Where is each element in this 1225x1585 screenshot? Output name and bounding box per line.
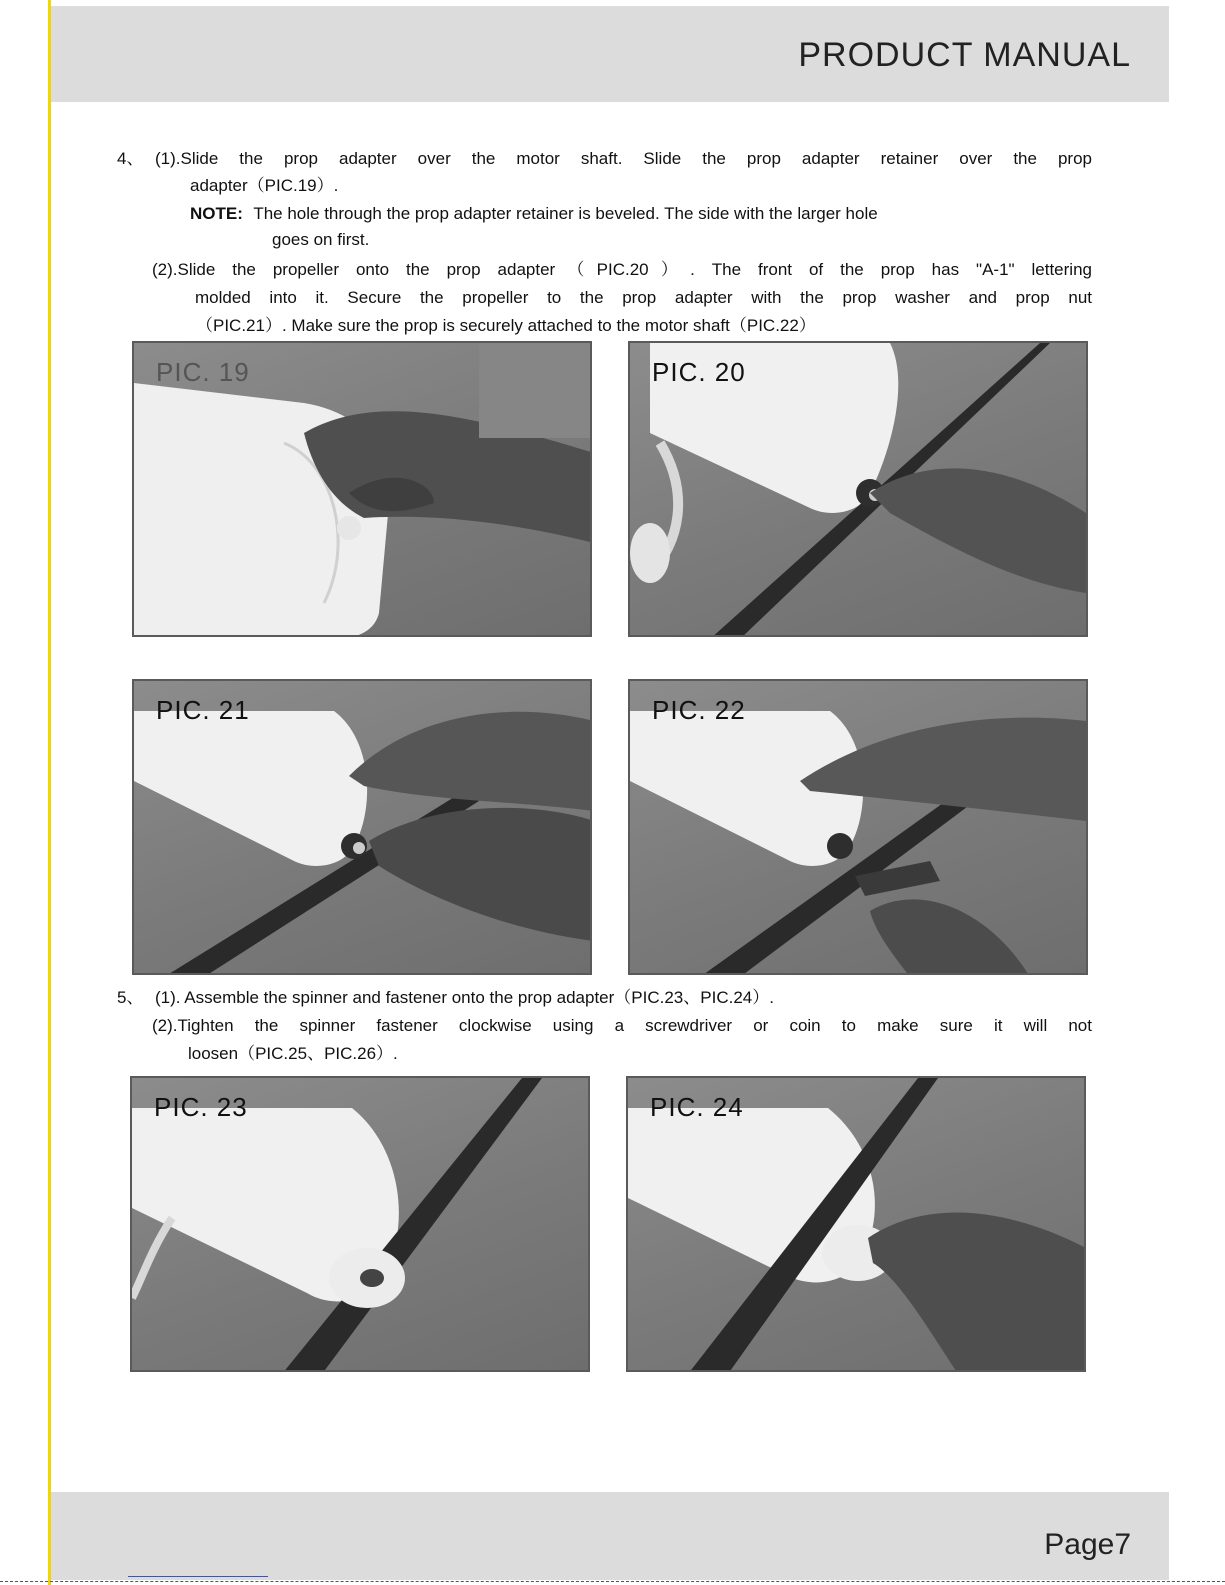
bottom-link-underline [128, 1576, 268, 1577]
pic-21-label: PIC. 21 [156, 695, 250, 725]
step-5-line-1: (1). Assemble the spinner and fastener onto the prop adapter（PIC.23、PIC.24）. [155, 988, 774, 1007]
pic-24-label: PIC. 24 [650, 1092, 744, 1122]
note-line-1: The hole through the prop adapter retainer is beveled. The side with the larger hole [253, 204, 878, 223]
photo-pic-23 [130, 1076, 590, 1372]
header-bar [51, 6, 1169, 102]
pic-22-label: PIC. 22 [652, 695, 746, 725]
photo-pic-24 [626, 1076, 1086, 1372]
pic-23-label: PIC. 23 [154, 1092, 248, 1122]
page-edge [48, 0, 51, 1585]
step-4-line-4: molded into it. Secure the propeller to the prop adapter with the prop washer and prop nut [195, 288, 1092, 307]
step-4-note [190, 201, 1092, 227]
step-5-number: 5、 [117, 988, 144, 1007]
note-line-2: goes on first. [272, 230, 370, 249]
step-5-line-3: loosen（PIC.25、PIC.26）. [188, 1044, 398, 1063]
pic-20-label: PIC. 20 [652, 357, 746, 387]
bottom-dashed-rule [0, 1581, 1225, 1582]
pic-19-label: PIC. 19 [156, 357, 250, 387]
photo-pic-21 [132, 679, 592, 975]
note-label: NOTE: [190, 204, 243, 223]
step-4-line-1: (1).Slide the prop adapter over the motor shaft. Slide the prop adapter retainer over the prop [155, 149, 1092, 168]
page-number: Page7 [1044, 1528, 1131, 1561]
step-4-line-5: （PIC.21）. Make sure the prop is securely attached to the motor shaft（PIC.22） [196, 316, 816, 335]
footer-bar [51, 1492, 1169, 1580]
page-title: PRODUCT MANUAL [798, 36, 1131, 74]
step-4-number: 4、 [117, 149, 144, 168]
photo-pic-22 [628, 679, 1088, 975]
step-4-line-2: adapter（PIC.19）. [190, 176, 339, 195]
photo-pic-20 [628, 341, 1088, 637]
step-4-line-3: (2).Slide the propeller onto the prop adapter（PIC.20）. The front of the prop has "A-1" lettering [152, 260, 1092, 279]
step-5-line-2: (2).Tighten the spinner fastener clockwise using a screwdriver or coin to make sure it will not [152, 1016, 1092, 1035]
photo-pic-19 [132, 341, 592, 637]
